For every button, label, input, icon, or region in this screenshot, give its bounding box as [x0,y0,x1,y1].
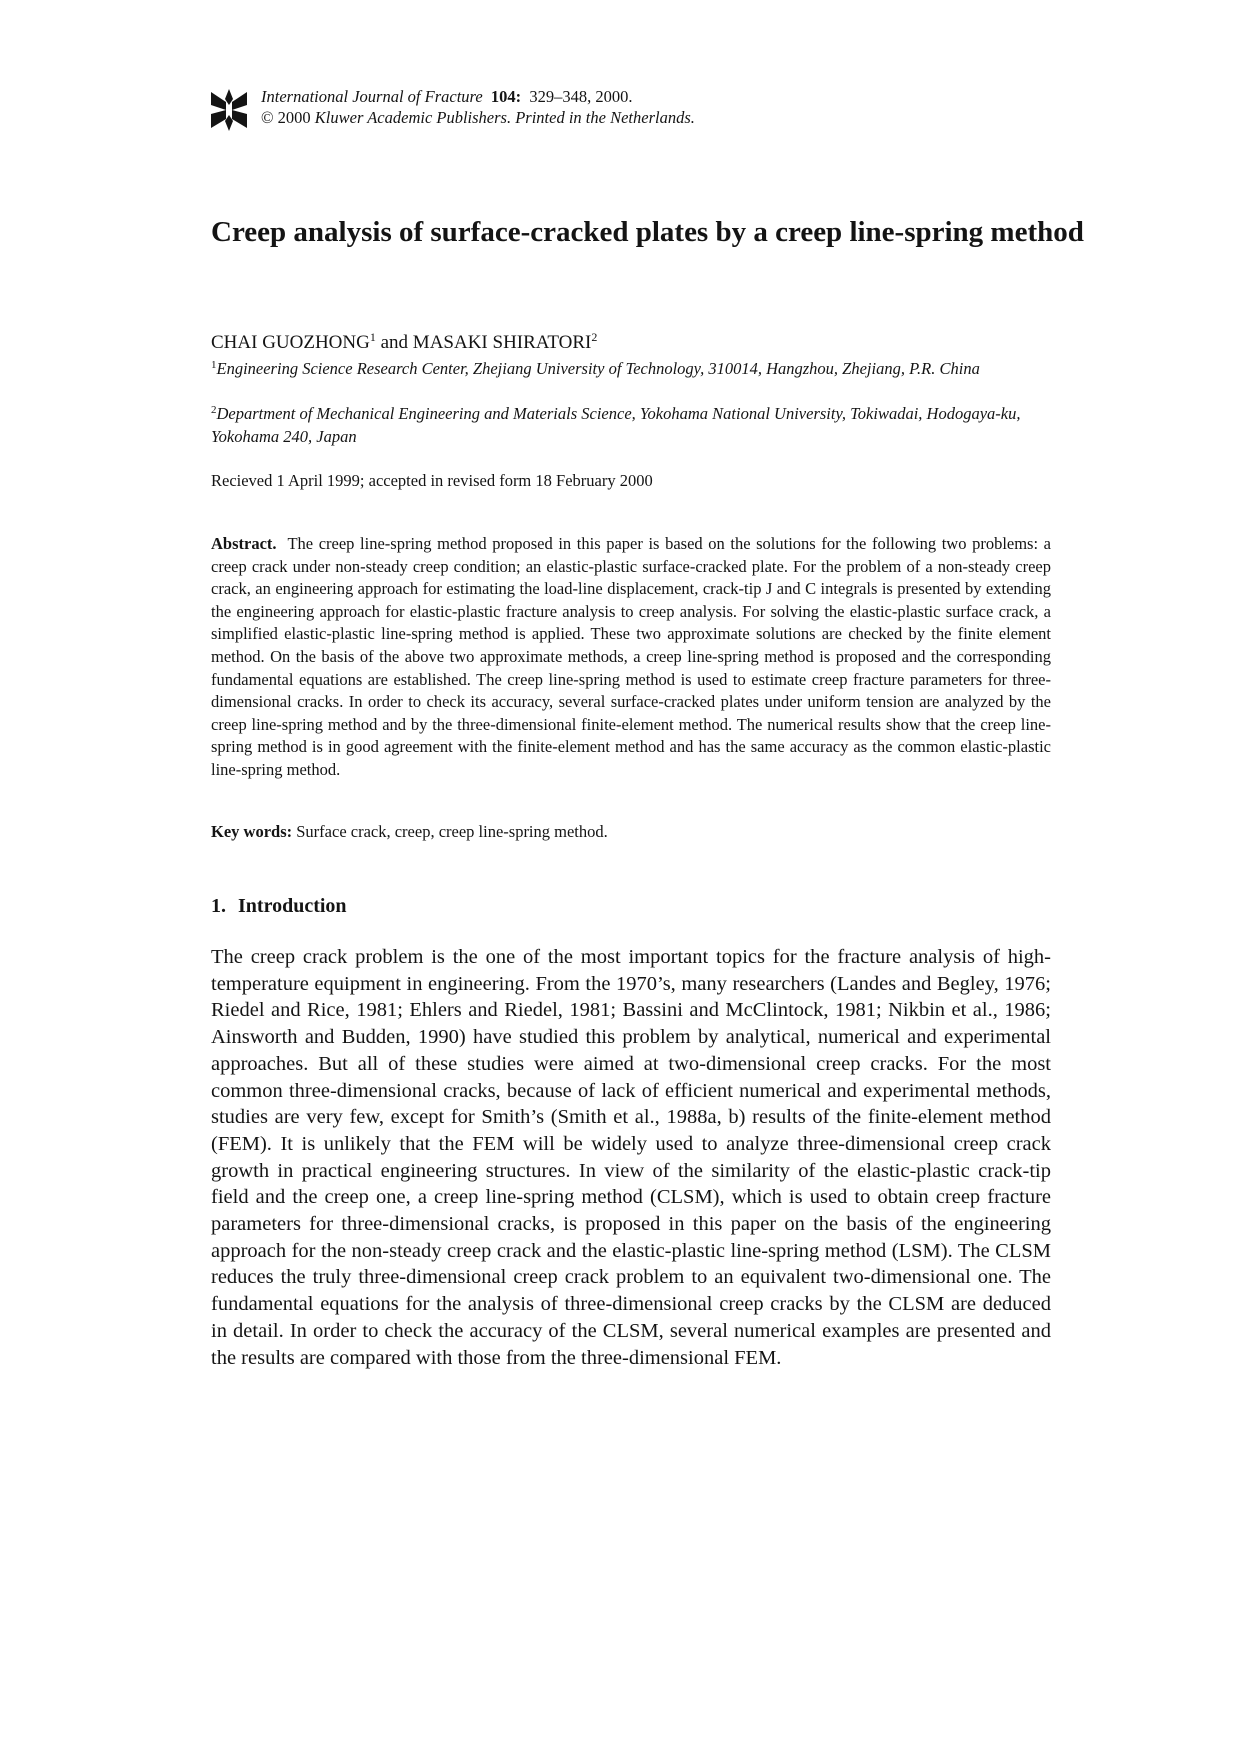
keywords-label: Key words: [211,822,293,841]
publisher: Kluwer Academic Publishers. Printed in the Netherlands. [314,108,695,127]
journal-pages: 329–348, 2000. [529,87,633,106]
keywords [211,821,608,843]
publisher-logo [211,89,247,131]
abstract [211,533,1051,782]
abstract-text: The creep line-spring method proposed in this paper is based on the solutions for the following two problems: a creep crack under non-steady creep condition; an elastic-plastic surface-cracked plate. For the problem of a non-steady creep crack, an engineering approach for estimating the load-line displacement, crack-tip J and C integrals is presented by extending the engineering approach for elastic-plastic fracture analysis to creep analysis. For solving the elastic-plastic surface crack, a simplified elastic-plastic line-spring method is applied. These two approximate solutions are checked by the finite element method. On the basis of the above two approximate methods, a creep line-spring method is proposed and the corresponding fundamental equations are established. The creep line-spring method is used to estimate creep fracture parameters for three-dimensional cracks. In order to check its accuracy, several surface-cracked plates under uniform tension are analyzed by the creep line-spring method and by the three-dimensional finite-element method. The numerical results show that the creep line-spring method is in good agreement with the finite-element method and has the same accuracy as the common elastic-plastic line-spring method. [211,534,1051,779]
journal-volume: 104: [490,87,522,106]
journal-citation [261,86,695,107]
author-2: MASAKI SHIRATORI [412,332,592,353]
received-dates: Recieved 1 April 1999; accepted in revised form 18 February 2000 [211,471,653,490]
affiliation-1 [211,358,1051,381]
affiliation-1-mark: 1 [211,359,217,371]
section-title: Introduction [238,895,347,917]
author-2-mark: 2 [591,330,598,344]
affiliation-2-text: Department of Mechanical Engineering and Materials Science, Yokohama National University, Tokiwadai, Hodogaya-ku, Yokohama 240, Japan [211,404,1021,446]
author-conjunction: and [375,332,413,353]
abstract-label: Abstract. [211,534,277,553]
copyright-line [261,107,695,128]
section-heading [211,893,347,919]
copyright: © 2000 [261,108,311,127]
section-number: 1. [211,895,226,917]
paper-title: Creep analysis of surface-cracked plates by a creep line-spring method [211,216,1084,248]
author-1-mark: 1 [369,330,376,344]
keywords-text: Surface crack, creep, creep line-spring method. [296,822,608,841]
affiliation-1-text: Engineering Science Research Center, Zhejiang University of Technology, 310014, Hangzhou, Zhejiang, P.R. China [216,359,980,378]
affiliation-2 [211,403,1051,448]
affiliation-2-mark: 2 [211,404,217,416]
journal-name: International Journal of Fracture [261,87,483,106]
author-line [211,331,597,355]
body-paragraph: The creep crack problem is the one of the most important topics for the fracture analysis of high-temperature equipment in engineering. From the 1970’s, many researchers (Landes and Begley, 1976; Riedel and Rice, 1981; Ehlers and Riedel, 1981; Bassini and McClintock, 1981; Nikbin et al., 1986; Ainsworth and Budden, 1990) have studied this problem by analytical, numerical and experimental approaches. But all of these studies were aimed at two-dimensional creep cracks. For the most common three-dimensional cracks, because of lack of efficient numerical and experimental methods, studies are very few, except for Smith’s (Smith et al., 1988a, b) results of the finite-element method (FEM). It is unlikely that the FEM will be widely used to analyze three-dimensional creep crack growth in practical engineering structures. In view of the similarity of the elastic-plastic crack-tip field and the creep one, a creep line-spring method (CLSM), which is used to obtain creep fracture parameters for three-dimensional cracks, is proposed in this paper on the basis of the engineering approach for the non-steady creep crack and the elastic-plastic line-spring method (LSM). The CLSM reduces the truly three-dimensional creep crack problem to an equivalent two-dimensional one. The fundamental equations for the analysis of three-dimensional creep cracks by the CLSM are deduced in detail. In order to check the accuracy of the CLSM, several numerical examples are presented and the results are compared with those from the three-dimensional FEM. [211,946,1051,1369]
author-1: CHAI GUOZHONG [211,332,370,353]
journal-header [261,86,695,128]
